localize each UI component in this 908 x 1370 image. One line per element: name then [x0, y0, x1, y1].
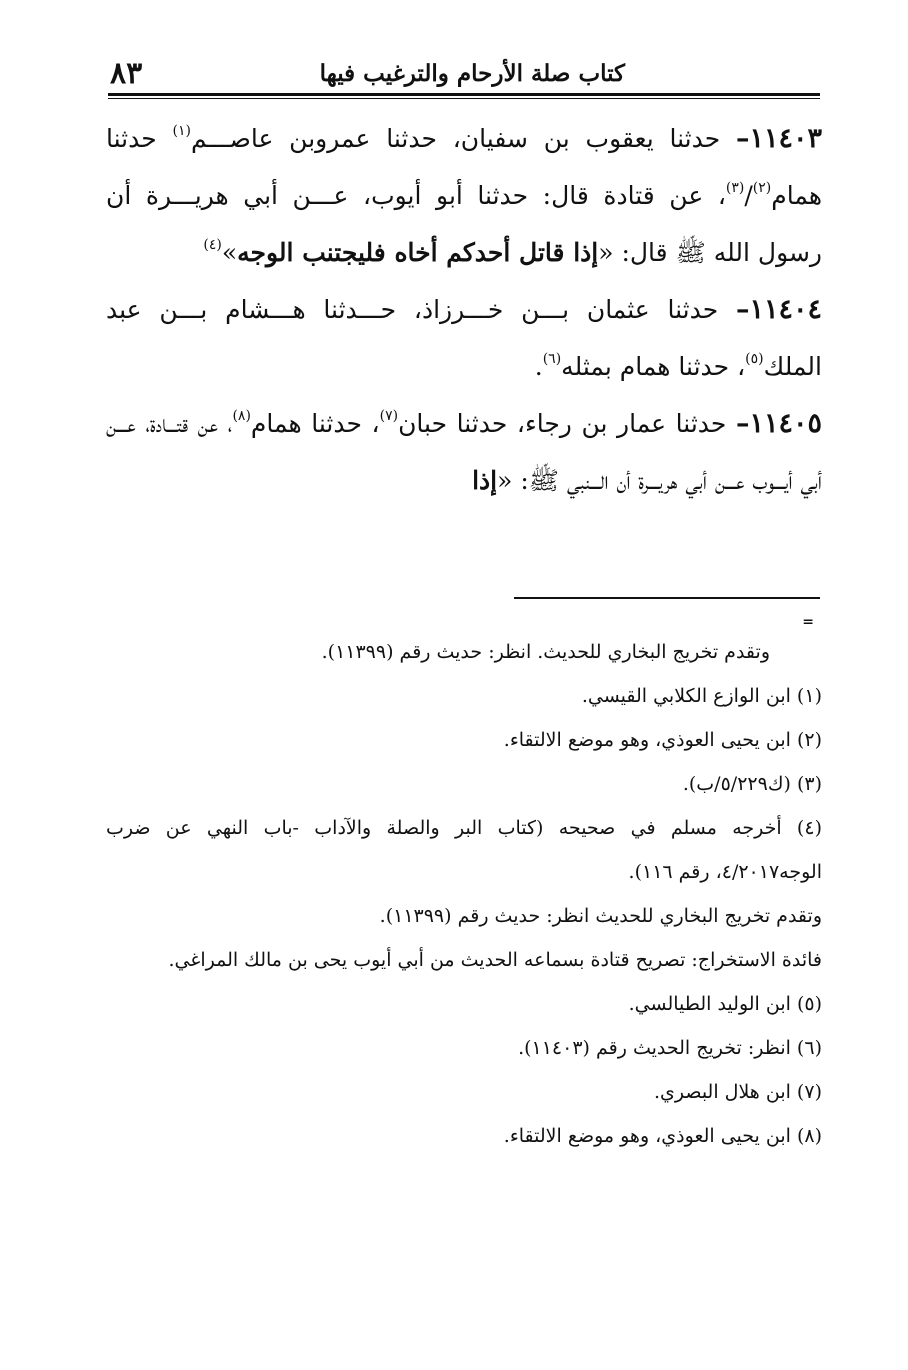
footnotes: [106, 630, 822, 1158]
hadith-dash: –: [735, 294, 750, 325]
footnote-8: (٨) ابن يحيى العوذي، وهو موضع الالتقاء.: [503, 1125, 822, 1147]
footnote-2: (٢) ابن يحيى العوذي، وهو موضع الالتقاء.: [503, 729, 822, 751]
page-header: [108, 52, 820, 94]
footnote-continuation: وتقدم تخريج البخاري للحديث. انظر: حديث رقم (١١٣٩٩).: [321, 641, 770, 663]
hadith-text: .: [534, 352, 543, 381]
footnote-ref: (٨): [232, 408, 251, 424]
footnote-4-note: وتقدم تخريج البخاري للحديث انظر: حديث رقم (١١٣٩٩).: [379, 905, 822, 927]
hadith-number: ١١٤٠٤: [749, 294, 822, 325]
hadith-dash: –: [735, 408, 750, 439]
footnote-ref: (٧): [379, 408, 399, 424]
hadith-text: حدثنا عمار بن رجاء، حدثنا حبان: [398, 409, 727, 438]
footnote-continuation-mark: =: [802, 614, 814, 630]
footnote-ref: (٤): [203, 237, 222, 253]
hadith-11405: [106, 395, 822, 509]
header-rule-thin: [108, 98, 820, 99]
hadith-text: حدثنا يعقوب بن سفيان، حدثنا عمروبن عاصـــم: [191, 124, 721, 153]
hadith-text: ، حدثنا همام: [250, 409, 380, 438]
footnote-6: (٦) انظر: تخريج الحديث رقم (١١٤٠٣).: [518, 1037, 822, 1059]
hadith-text: حدثنا عثمان بـــن خـــرزاذ، حـــدثنا هـــشام بـــن عبد الملك: [106, 295, 822, 381]
book-title: كتاب صلة الأرحام والترغيب فيها: [319, 60, 625, 87]
quote-close: »: [221, 238, 238, 267]
hadith-11404: [106, 281, 822, 395]
hadith-text: ، عن قتادة قال: حدثنا أبو أيوب، عـــن أبي هريـــرة أن رسول الله ﷺ قال: «: [106, 181, 822, 267]
footnote-7: (٧) ابن هلال البصري.: [653, 1081, 822, 1103]
footnote-1: (١) ابن الوازع الكلابي القيسي.: [581, 685, 822, 707]
footnote-ref: (٣): [725, 180, 745, 196]
footnote-4-benefit: فائدة الاستخراج: تصريح قتادة بسماعه الحديث من أبي أيوب يحى بن مالك المراغي.: [168, 949, 822, 971]
hadith-11403: [106, 110, 822, 281]
header-rule-thick: [108, 93, 820, 96]
hadith-text: حدثنا همام: [106, 124, 822, 210]
separator: /: [744, 181, 753, 210]
hadith-number: ١١٤٠٥: [749, 408, 822, 439]
hadith-matn: إذا: [472, 466, 498, 495]
hadith-number: ١١٤٠٣: [749, 123, 823, 154]
footnote-ref: (٥): [745, 351, 764, 367]
hadith-text: ، عن قتـــادة، عـــن أبي أيـــوب عـــن أبي هريـــرة أن الـــنبي ﷺ: «: [106, 409, 822, 495]
footnote-separator: [514, 597, 820, 599]
footnote-ref: (١): [172, 123, 191, 139]
footnote-ref: (٦): [542, 351, 562, 367]
footnote-ref: (٢): [752, 180, 772, 196]
main-text: [106, 110, 822, 509]
page-number: ٨٣: [110, 56, 143, 91]
hadith-text: ، حدثنا همام بمثله: [561, 352, 746, 381]
footnote-5: (٥) ابن الوليد الطيالسي.: [628, 993, 822, 1015]
hadith-matn: إذا قاتل أحدكم أخاه فليجتنب الوجه: [237, 238, 599, 267]
footnote-3: (٣) (ك٥/٢٢٩/ب).: [682, 773, 822, 795]
footnote-4: (٤) أخرجه مسلم في صحيحه (كتاب البر والصلة والآداب -باب النهي عن ضرب الوجه٤/٢٠١٧، رقم ١١٦).: [106, 817, 822, 883]
hadith-dash: –: [736, 123, 750, 154]
